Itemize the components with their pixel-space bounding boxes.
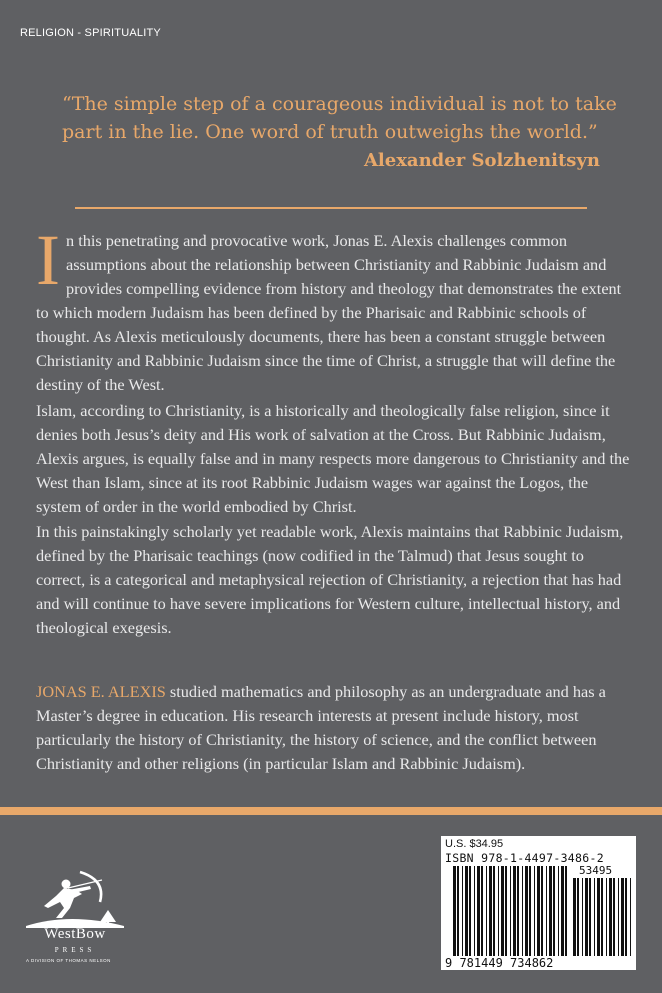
author-bio bbox=[36, 680, 630, 776]
category-label: RELIGION - SPIRITUALITY bbox=[20, 27, 161, 39]
barcode-graphic bbox=[441, 836, 636, 970]
barcode-bar bbox=[594, 878, 595, 956]
barcode-bar bbox=[529, 866, 531, 956]
barcode-bar bbox=[513, 866, 516, 956]
author-bio-text: studied mathematics and philosophy as an undergraduate and has a Master’s degree in education. His research interests at present include history, most particularly the history of Christianity, the history of science, and the conflict between Christianity and other religions (in particular Islam and Rabbinic Judaism). bbox=[36, 682, 606, 773]
barcode-bar bbox=[621, 878, 624, 956]
quote-author: Alexander Solzhenitsyn bbox=[363, 150, 600, 171]
barcode-bar bbox=[517, 866, 519, 956]
publisher-name: WestBow bbox=[44, 926, 106, 942]
paragraph-1-text: n this penetrating and provocative work, Jonas E. Alexis challenges common assumptions about the relationship between Christianity and Rabbinic Judaism and provides compelling evidence from history and theology that demonstrates the extent to which modern Judaism has been defined by the Pharisaic and Rabbinic schools of thought. As Alexis meticulously documents, there has been a constant struggle between Christianity and Rabbinic Judaism since the time of Christ, a struggle that will define the destiny of the West. bbox=[36, 231, 622, 394]
barcode-bar bbox=[534, 866, 535, 956]
barcode-bar bbox=[465, 866, 468, 956]
barcode-bar bbox=[453, 866, 456, 956]
barcode-bar bbox=[489, 866, 492, 956]
archer-logo-icon bbox=[20, 868, 130, 928]
barcode-bar bbox=[462, 866, 463, 956]
addon-number: 53495 bbox=[579, 864, 613, 877]
barcode-bar bbox=[606, 878, 607, 956]
barcode-bar bbox=[522, 866, 523, 956]
blurb-paragraph-3: In this painstakingly scholarly yet readable work, Alexis maintains that Rabbinic Judaism, defined by the Pharisaic teachings (now codified in the Talmud) that Jesus sought to correct, is a categorical and metaphysical rejection of Christianity, a rejection that has had and will continue to have severe implications for Western culture, intellectual history, and theological exegesis. bbox=[36, 522, 624, 637]
barcode-bar bbox=[486, 866, 487, 956]
barcode-bar bbox=[609, 878, 612, 956]
barcode-bar bbox=[582, 878, 583, 956]
ean-number: 9 781449 734862 bbox=[445, 956, 554, 970]
epigraph-quote: “The simple step of a courageous individual is not to take part in the lie. One word of truth outweighs the world.” bbox=[62, 93, 617, 143]
barcode-bar bbox=[546, 866, 547, 956]
blurb-paragraph-1 bbox=[36, 220, 630, 397]
divider-rule bbox=[75, 207, 587, 209]
drop-cap: I bbox=[36, 220, 60, 300]
barcode-bar bbox=[573, 878, 576, 956]
barcode-bar bbox=[561, 866, 564, 956]
barcode-bar bbox=[525, 866, 528, 956]
barcode-bar bbox=[553, 866, 555, 956]
barcode-bar bbox=[498, 866, 499, 956]
barcode-bar bbox=[558, 866, 559, 956]
barcode-bar bbox=[541, 866, 543, 956]
publisher-logo bbox=[20, 868, 130, 968]
blurb-paragraph-2: Islam, according to Christianity, is a historically and theologically false religion, since it denies both Jesus’s deity and His work of salvation at the Cross. But Rabbinic Judaism, Alexis argues, is equally false and in many respects more dangerous to Christianity and the West than Islam, since at its root Rabbinic Judaism wages war against the Logos, the system of order in the world embodied by Christ. bbox=[36, 401, 630, 516]
barcode-panel bbox=[441, 836, 636, 970]
barcode-bar bbox=[630, 878, 631, 956]
barcode-bar bbox=[589, 878, 591, 956]
barcode-bar bbox=[585, 878, 588, 956]
publisher-press: PRESS bbox=[54, 946, 96, 954]
barcode-bar bbox=[457, 866, 459, 956]
addon-barcode-bars bbox=[573, 878, 631, 956]
barcode-bar bbox=[577, 878, 579, 956]
author-bio-name: JONAS E. ALEXIS bbox=[36, 682, 166, 701]
barcode-bar bbox=[601, 878, 603, 956]
barcode-bar bbox=[625, 878, 627, 956]
barcode-bar bbox=[565, 866, 567, 956]
barcode-bar bbox=[474, 866, 475, 956]
barcode-bar bbox=[597, 878, 600, 956]
barcode-bar bbox=[469, 866, 471, 956]
accent-bar bbox=[0, 807, 662, 815]
barcode-bar bbox=[477, 866, 480, 956]
barcode-bar bbox=[537, 866, 540, 956]
publisher-division: A DIVISION OF THOMAS NELSON bbox=[26, 958, 111, 963]
barcode-bar bbox=[613, 878, 615, 956]
ean-barcode-bars bbox=[453, 866, 567, 956]
barcode-bar bbox=[493, 866, 495, 956]
barcode-bar bbox=[510, 866, 511, 956]
barcode-bar bbox=[549, 866, 552, 956]
barcode-bar bbox=[501, 866, 504, 956]
isbn-label: ISBN 978-1-4497-3486-2 bbox=[445, 851, 604, 865]
barcode-bar bbox=[505, 866, 507, 956]
price-label: U.S. $34.95 bbox=[445, 838, 504, 850]
barcode-bar bbox=[618, 878, 619, 956]
barcode-bar bbox=[481, 866, 483, 956]
